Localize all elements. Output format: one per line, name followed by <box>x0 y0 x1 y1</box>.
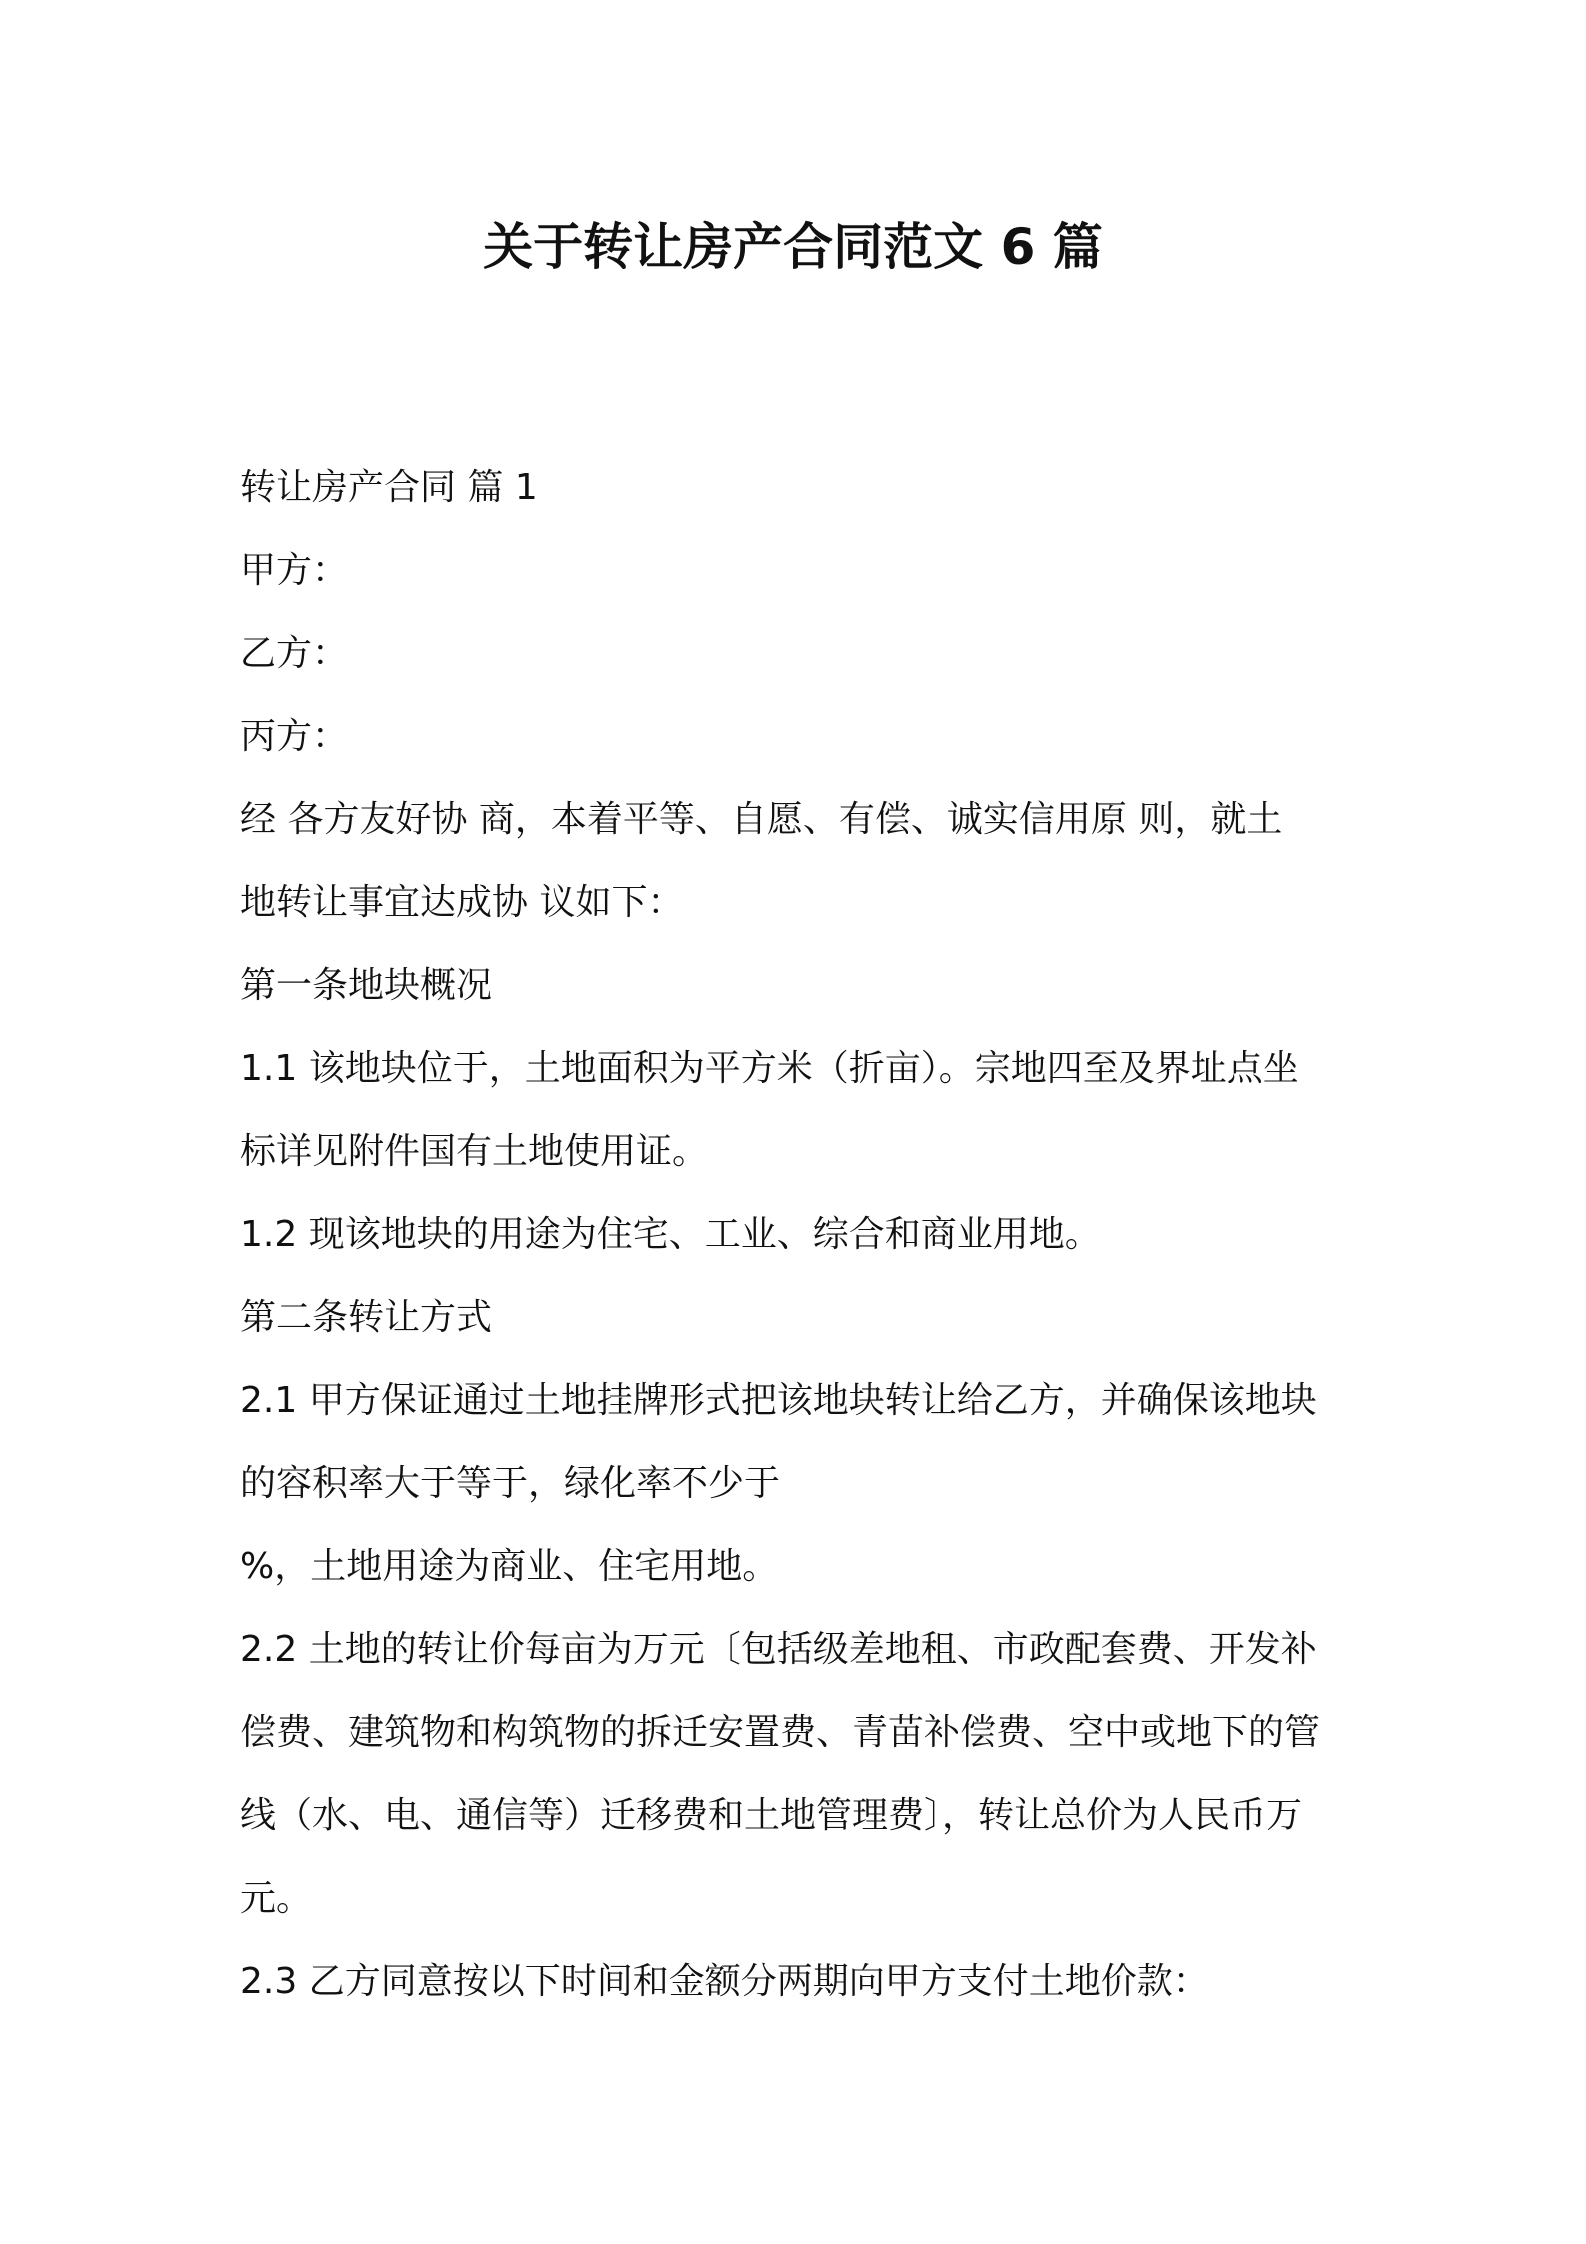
body-line: 2.1 甲方保证通过土地挂牌形式把该地块转让给乙方，并确保该地块 <box>240 1380 1317 1421</box>
party-c-line: 丙方： <box>240 716 349 757</box>
body-line: 1.1 该地块位于，土地面积为平方米（折亩）。宗地四至及界址点坐 <box>240 1048 1299 1089</box>
body-line: 线（水、电、通信等）迁移费和土地管理费〕，转让总价为人民币万 <box>240 1795 1303 1836</box>
body-line: 2.2 土地的转让价每亩为万元〔包括级差地租、市政配套费、开发补 <box>240 1629 1317 1670</box>
article-heading: 第二条转让方式 <box>240 1297 493 1338</box>
body-line: 2.3 乙方同意按以下时间和金额分两期向甲方支付土地价款： <box>240 1961 1209 2002</box>
article-heading: 第一条地块概况 <box>240 965 493 1006</box>
document-title: 关于转让房产合同范文 6 篇 <box>483 218 1103 276</box>
document-body <box>240 446 1360 2023</box>
section-heading: 转让房产合同 篇 1 <box>240 467 538 508</box>
body-line: 的容积率大于等于，绿化率不少于 <box>240 1463 781 1504</box>
body-line: %，土地用途为商业、住宅用地。 <box>240 1546 779 1587</box>
party-b-line: 乙方： <box>240 633 349 674</box>
body-line: 地转让事宜达成协 议如下： <box>240 882 684 923</box>
body-line: 经 各方友好协 商，本着平等、自愿、有偿、诚实信用原 则，就土 <box>240 799 1283 840</box>
body-line: 标详见附件国有土地使用证。 <box>240 1131 709 1172</box>
party-a-line: 甲方： <box>240 550 349 591</box>
body-line: 1.2 现该地块的用途为住宅、工业、综合和商业用地。 <box>240 1214 1101 1255</box>
body-line: 偿费、建筑物和构筑物的拆迁安置费、青苗补偿费、空中或地下的管 <box>240 1712 1321 1753</box>
body-line: 元。 <box>240 1878 313 1919</box>
